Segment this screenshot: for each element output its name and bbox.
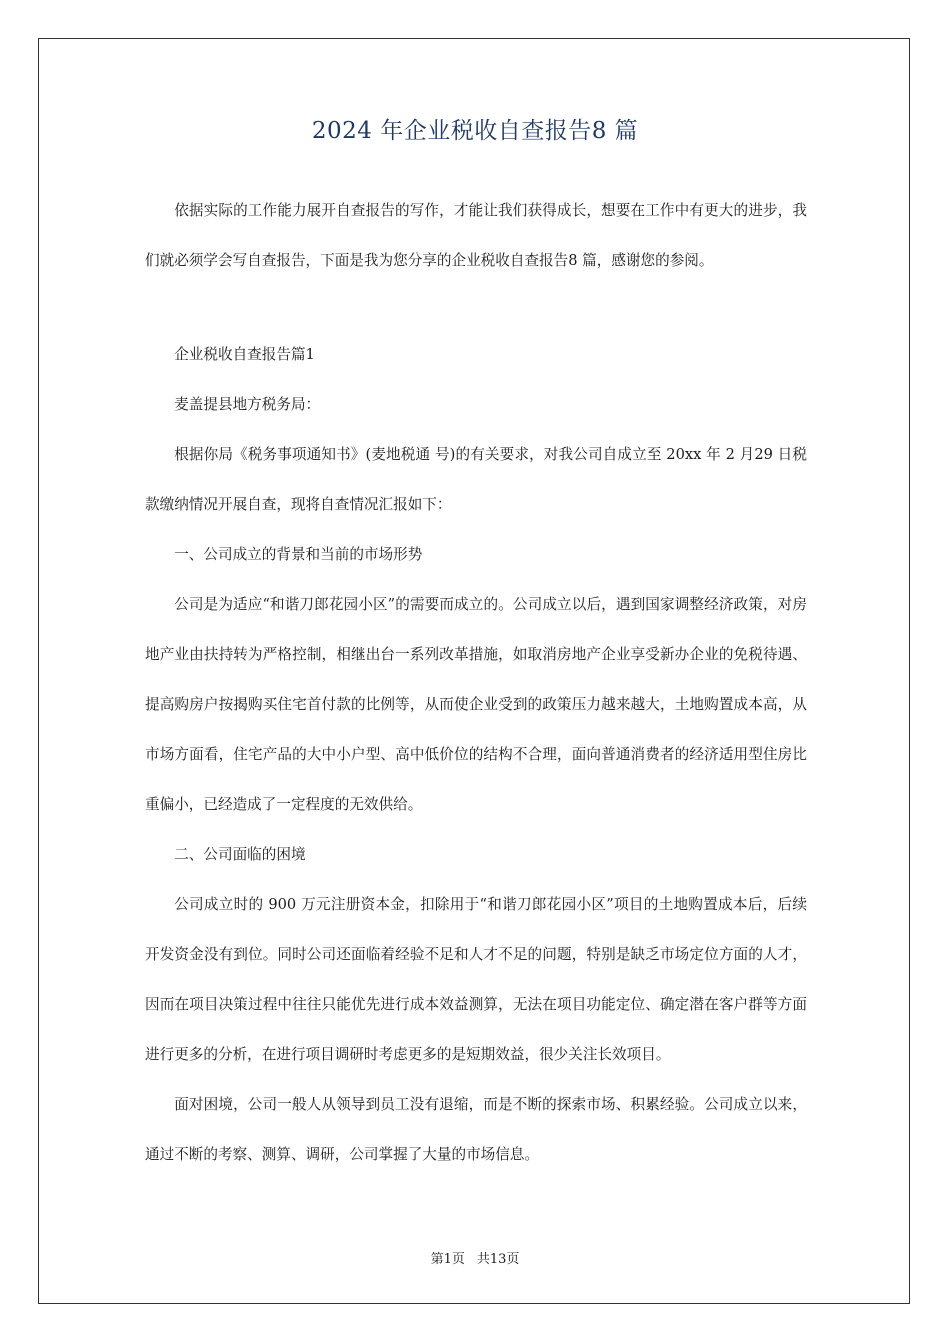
section-spacer xyxy=(145,286,807,330)
document-body xyxy=(145,186,807,1180)
page-footer xyxy=(0,1248,950,1267)
heading-2: 二、公司面临的困境 xyxy=(174,846,306,863)
document-title: 2024 年企业税收自查报告8 篇 xyxy=(311,118,639,144)
intro-paragraph: 依据实际的工作能力展开自查报告的写作，才能让我们获得成长，想要在工作中有更大的进步，我们就必须学会写自查报告，下面是我为您分享的企业税收自查报告8 篇，感谢您的参阅。 xyxy=(145,202,807,269)
section-title: 企业税收自查报告篇1 xyxy=(174,346,315,363)
heading-1: 一、公司成立的背景和当前的市场形势 xyxy=(174,546,423,563)
paragraph-4: 面对困境，公司一般人从领导到员工没有退缩，而是不断的探索市场、积累经验。公司成立以来，通过不断的考察、测算、调研，公司掌握了大量的市场信息。 xyxy=(145,1096,807,1163)
page-number: 第1页 xyxy=(430,1252,465,1267)
page-total: 共13页 xyxy=(476,1252,520,1267)
paragraph-3: 公司成立时的 900 万元注册资本金，扣除用于“和谐刀郎花园小区”项目的土地购置成本后，后续开发资金没有到位。同时公司还面临着经验不足和人才不足的问题，特别是缺乏市场定位方面的人才，因而在项目决策过程中往往只能优先进行成本效益测算，无法在项目功能定位、确定潜在客户群等方面进行更多的分析，在进行项目调研时考虑更多的是短期效益，很少关注长效项目。 xyxy=(145,896,807,1063)
paragraph-1: 根据你局《税务事项通知书》(麦地税通 号)的有关要求，对我公司自成立至 20xx 年 2 月29 日税款缴纳情况开展自查，现将自查情况汇报如下： xyxy=(145,446,807,513)
paragraph-2: 公司是为适应“和谐刀郎花园小区”的需要而成立的。公司成立以后，遇到国家调整经济政策，对房地产业由扶持转为严格控制，相继出台一系列改革措施，如取消房地产企业享受新办企业的免税待遇、提高购房户按揭购买住宅首付款的比例等，从而使企业受到的政策压力越来越大，土地购置成本高，从市场方面看，住宅产品的大中小户型、高中低价位的结构不合理，面向普通消费者的经济适用型住房比重偏小，已经造成了一定程度的无效供给。 xyxy=(145,596,807,813)
addressee: 麦盖提县地方税务局： xyxy=(174,396,321,413)
